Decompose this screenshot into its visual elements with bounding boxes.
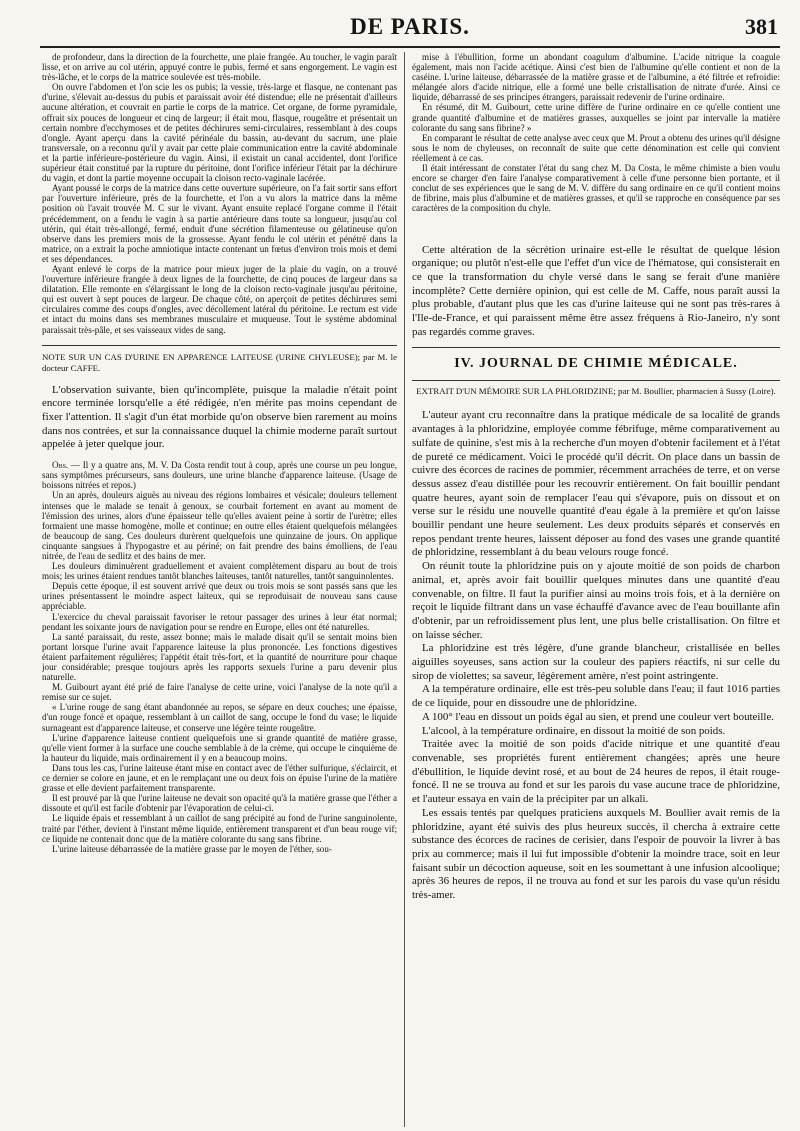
section-rule <box>412 347 780 348</box>
paragraph: La santé paraissait, du reste, assez bonne; mais le malade disait qu'il se sentait moins bien portant lorsque l'urine avait l'apparence laiteuse la plus prononcée. Les fonctions digestives étaient parfaitement régulières; l'appétit était très-fort, et la quantité de nourriture pour chaque jour considérable; presque toujours après les rapports sexuels l'urine a paru devenir plus naturelle. <box>42 631 397 683</box>
paragraph: L'urine d'apparence laiteuse contient quelquefois une si grande quantité de matière grasse, qu'elle vient former à la surface une couche semblable à de la crème, qui occupe le cinquième de la hauteur du liquide, mais ordinairement il y en a beaucoup moins. <box>42 732 397 763</box>
paragraph: On ouvre l'abdomen et l'on scie les os pubis; la vessie, très-large et flasque, ne contenant pas d'urine, s'élevait au-dessus du pubis et paraissait avoir été distendue; elle ne présentait d'ailleurs aucune altération, et couvrait en partie le corps de la matrice. Cet organe, de forme pyramidale, offrait six pouces de longueur et cinq de largeur; il était mou, flasque, rougeâtre et présentait un certain nombre d'ecchymoses et de petites déchirures semi-circulaires, ressemblant à des coups d'ongle. Ayant aperçu dans la cavité périnéale du bassin, au-devant du sacrum, une plaie transversale, on a reconnu qu'il y avait par cette plaie communication entre la cavité abdominale et la partie inférieure-postérieure du vagin. Ainsi, il existait un canal accidentel, dont l'orifice supérieur était constitué par la rupture du péritoine, dont l'orifice inférieur l'était par la déchirure du vagin, et dont la partie moyenne occupait la cloison recto-vaginale lacérée. <box>42 82 397 184</box>
paragraph: Les douleurs diminuèrent graduellement et avaient complètement disparu au bout de trois mois; les urines étaient rendues tantôt blanches laiteuses, tantôt naturelles, tantôt sanguinolentes. <box>42 561 397 582</box>
editorial-comment: Cette altération de la sécrétion urinaire est-elle le résultat de quelque lésion organique; ou plutôt n'est-elle que l'effet d'un vice de l'hématose, qui consisterait en ce que la transformation du chyle versé dans le sang se ferait d'une manière incomplète? Cette dernière opinion, qui est celle de M. Caffe, nous paraît aussi la plus probable, d'autant plus que les cas d'urine laiteuse qui ne sont pas très-rares à l'Ile-de-France, et qui paraissent même être assez fréquens à Rio-Janeiro, n'y sont pas regardés comme graves. <box>412 243 780 338</box>
paragraph: A la température ordinaire, elle est très-peu soluble dans l'eau; il faut 1016 parties de ce liquide, pour en dissoudre une de phloridzine. <box>412 683 780 710</box>
column-divider <box>404 52 405 1127</box>
paragraph: L'exercice du cheval paraissait favoriser le retour passager des urines à leur état normal; pendant les soixante jours de navigation pour se rendre en Europe, elles ont été naturelles. <box>42 611 397 632</box>
paragraph: En résumé, dit M. Guibourt, cette urine diffère de l'urine ordinaire en ce qu'elle contient une grande quantité d'albumine et de matières grasses, auxquelles se joint par intervalle la matière colorante du sang sans fibrine? » <box>412 102 780 133</box>
paragraph: Les essais tentés par quelques praticiens auxquels M. Boullier avait remis de la phloridzine, ayant été suivis des plus heureux succès, il chercha à extraire cette substance des écorces de racines de cerisier, dans l'espoir de pouvoir la livrer à bas prix au commerce; mais il lui fut impossible d'obtenir la moindre trace, soit en leur faisant subir un décoction aqueuse, soit en les soumettant à une infusion alcoolique; après 36 heures de repos, il ne trouva au fond et sur les parois du vase qu'un résidu très-amer. <box>412 806 780 902</box>
paragraph: Un an après, douleurs aiguës au niveau des régions lombaires et vésicale; douleurs tellement intenses que le malade se tenait à genoux, se courbait fortement en avant au moment de l'émission des urines, alors d'une épaisseur telle qu'elles avaient peine à sortir de l'urètre; elles formaient une masse homogène, molle et continue; en outre elles étaient quelquefois mélangées de beaucoup de sang. Ces douleurs durèrent quelquefois une quinzaine de jours. On applique cinquante sangsues à l'hypogastre et au périné; on fait prendre des bains émolliens, de l'eau nitrée, de l'eau de sedlitz et des bains de mer. <box>42 490 397 561</box>
section-title: IV. JOURNAL DE CHIMIE MÉDICALE. <box>454 356 738 372</box>
paragraph: L'auteur ayant cru reconnaître dans la pratique médicale de sa localité de grands avantages à la phloridzine, employée comme fébrifuge, même comparativement au sulfate de quinine, s'est mis à la recherche d'un moyen d'obtenir facilement et à l'état de pureté ce médicament. Voici le procédé qu'il décrit. On place dans un bassin de cuivre des écorces de racines de pommier, récemment arrachées de terre, et on verse dessus assez d'eau distillée pour les recouvrir entièrement. On fait bouillir pendant quatre heures, ayant soin de remplacer l'eau qui s'évapore, puis on dissout et on verse sur le résidu une nouvelle quantité d'eau égale à la première et qu'on laisse bouillir pendant une heure seulement. Les deux produits séparés et conservés en repos pendant trente heures, laissent déposer au fond des vases une grande quantité de phloridzine, ressemblant à du beau velours rouge foncé. <box>412 409 780 559</box>
article-title: NOTE SUR UN CAS D'URINE EN APPARENCE LAITEUSE (URINE CHYLEUSE); par M. le docteur CAFFE. <box>42 345 397 374</box>
paragraph: L'urine laiteuse débarrassée de la matière grasse par le moyen de l'éther, sou- <box>52 843 332 854</box>
article-intro: L'observation suivante, bien qu'incomplète, puisque la maladie n'était point encore terminée lorsqu'elle a été rédigée, n'en mérite pas moins cependant de fixer l'attention. Il s'agit d'un état morbide qu'on observe bien rarement au moins dans nos contrées, et sur la connaissance duquel la chimie moderne paraît surtout appelée à jeter quelque jour. <box>42 383 397 451</box>
paragraph: A 100° l'eau en dissout un poids égal au sien, et prend une couleur vert bouteille. <box>422 710 775 723</box>
paragraph: Depuis cette époque, il est souvent arrivé que deux ou trois mois se sont passés sans que les urines présentassent le moindre aspect laiteux, qui se reproduisait de nouveau sans cause appréciable. <box>42 581 397 612</box>
paragraph: de profondeur, dans la direction de la fourchette, une plaie frangée. Au toucher, le vagin paraît lisse, et on arrive au col utérin, appuyé contre le pubis, fermé et sans engorgement. Le vagin est très-lâche, et le corps de la matrice soulevée est très-mobile. <box>42 52 397 83</box>
paragraph: La phloridzine est très légère, d'une grande blancheur, cristallisée en belles aiguilles soyeuses, sans action sur la couleur des papiers réactifs, ni sur celle du sirop de violettes; sa saveur, légèrement amère, n'est point astringente. <box>412 642 780 682</box>
page-title: DE PARIS. <box>350 14 470 39</box>
paragraph: Dans tous les cas, l'urine laiteuse étant mise en contact avec de l'éther sulfurique, s'éclaircit, et ce dernier se colore en jaune, et en le remplaçant une ou deux fois on épuise l'urine de la matière grasse et elle devient parfaitement transparente. <box>42 762 397 794</box>
paragraph: On réunit toute la phloridzine puis on y ajoute moitié de son poids de charbon animal, et, après avoir fait bouillir quelques minutes dans une quantité d'eau convenable, on filtre. Il faut la purifier ainsi au moins trois fois, et à la dernière on reçoit le liquide filtrant dans un vase échauffé d'avance avec de l'eau bouillante afin d'obtenir, par un refroidissement plus lent, une plus belle cristallisation. On filtre et on laisse sécher. <box>412 560 780 641</box>
paragraph: Ayant poussé le corps de la matrice dans cette ouverture supérieure, on l'a fait sortir sans effort par l'ouverture inférieure, près de la fourchette, et l'on a vu alors la matrice dans la même position où l'avait trouvée M. C sur le vivant. Ayant ensuite replacé l'organe comme il l'était précédemment, on a fendu le vagin à sa partie antérieure dans toute sa longueur, jusqu'au col utérin, qui était très-allongé, fermé, enduit d'une sécrétion filamenteuse ou gélatineuse qu'on observe dans les premiers mois de la grossesse. Ayant fendu le col utérin et pénétré dans la matrice, on a extrait la poche amniotique intacte contenant un fœtus d'environ trois mois et demi et ses dépendances. <box>42 183 397 264</box>
page-number: 381 <box>745 14 778 39</box>
right-column <box>412 52 780 1127</box>
article-title: EXTRAIT D'UN MÉMOIRE SUR LA PHLORIDZINE; par M. Boullier, pharmacien à Sussy (Loire). <box>412 380 780 397</box>
paragraph: Il est prouvé par là que l'urine laiteuse ne devait son opacité qu'à la matière grasse que l'éther a dissoute et qu'il est facile d'obtenir par l'évaporation de celui-ci. <box>42 793 397 814</box>
paragraph: Traitée avec la moitié de son poids d'acide nitrique et une quantité d'eau convenable, ses propriétés furent entièrement changées; après une heure d'ébullition, le liquide devint rosé, et au bout de 24 heures de repos, il était rouge-foncé. Il ne se trouva au fond et sur les parois du vase aucune trace de phloridzine, et l'auteur essaya en vain de la précipiter par un alkali. <box>412 738 780 806</box>
paragraph: M. Guibourt ayant été prié de faire l'analyse de cette urine, voici l'analyse de la note qu'il a remise sur ce sujet. <box>42 682 397 703</box>
paragraph: Ayant enlevé le corps de la matrice pour mieux juger de la plaie du vagin, on a trouvé l'ouverture inférieure frangée à deux lignes de la fourchette, de cinq pouces de largeur dans sa dilatation. Elle remonte en s'élargissant le long de la cloison recto-vaginale jusqu'au péritoine, qui est ouvert à sept pouces de largeur. De chaque côté, on aperçoit de petites déchirures semi circulaires comme des coups d'ongles, avec décollement latéral du péritoine. Le rectum est vide et intact du moins dans ses membranes musculaire et muqueuse. Tout le système abdominal paraissait très-pâle, et ses vaisseaux vides de sang. <box>42 263 397 335</box>
observation-label: Obs. <box>52 460 69 471</box>
observation-paragraph <box>42 460 397 490</box>
paragraph: Il était intéressant de constater l'état du sang chez M. Da Costa, le même chimiste a bien voulu encore se charger d'en faire l'analyse comparativement à celle d'une personne bien portante, et il conclut de ses expériences que le sang de M. V. diffère du sang ordinaire en ce qu'il contient moins de fibrine, mais plus d'albumine et de matières grasses, et qu'il se rapproche en conséquence par ses caractères de la composition du chyle. <box>412 163 780 214</box>
paragraph: Le liquide épais et ressemblant à un caillot de sang précipité au fond de l'urine sanguinolente, traité par l'éther, devient à l'instant même liquide, entièrement transparent et d'un beau rouge vif; ce liquide ne contenait donc que de la matière colorante du sang sans fibrine. <box>42 813 397 844</box>
paragraph: mise à l'ébullition, forme un abondant coagulum d'albumine. L'acide nitrique la coagule également, mais non l'acide acétique. Ainsi c'est bien de l'albumine qu'elle contient et non de la caséine. L'urine laiteuse, débarrassée de la matière grasse et de l'albumine, a été filtrée et refroidie: mélangée alors d'acide nitrique, elle a formé une belle cristallisation de nitrate d'urée. Ainsi ce liquide, débarrassé de ses principes étrangers, paraissait redevenir de l'urine ordinaire. <box>412 52 780 103</box>
page-header <box>40 6 780 48</box>
observation-text: — Il y a quatre ans, M. V. Da Costa rendit tout à coup, après une course un peu longue, sans symptômes précurseurs, sans douleurs, une urine blanche d'apparence laiteuse. (Usage de boissons nitrées et repos.) <box>42 460 397 491</box>
paragraph: L'alcool, à la température ordinaire, en dissout la moitié de son poids. <box>422 724 726 737</box>
left-column <box>42 52 397 1127</box>
paragraph: En comparant le résultat de cette analyse avec ceux que M. Prout a obtenu des urines qu'il désigne sous le nom de chyleuses, on reconnaît de suite que cette dénomination est celle qui convient réellement à ce cas. <box>412 132 780 163</box>
paragraph: « L'urine rouge de sang étant abandonnée au repos, se sépare en deux couches; une épaisse, d'un rouge foncé et opaque, ressemblant à un caillot de sang, occupe le fond du vase; le liquide surnageant est d'apparence laiteuse, et conserve une légère teinte rougeâtre. <box>42 702 397 733</box>
